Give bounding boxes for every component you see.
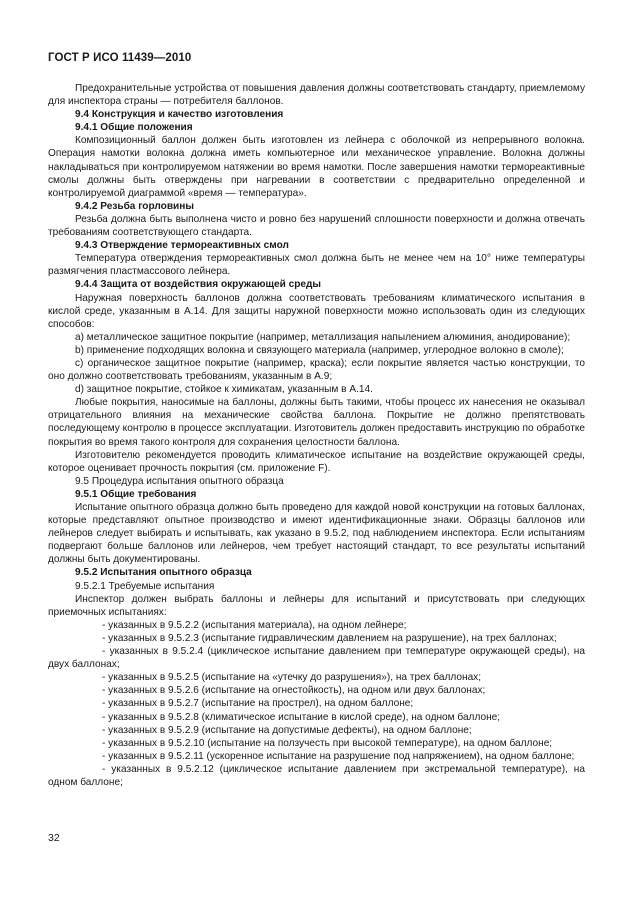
list-item: - указанных в 9.5.2.3 (испытание гидравлическим давлением на разрушение), на трех баллонах; xyxy=(102,632,557,644)
document-body xyxy=(48,82,585,789)
paragraph: Температура отверждения термореактивных смол должна быть не менее чем на 10° ниже температуры размягчения пластмассового лейнера. xyxy=(48,253,585,278)
section-heading: 9.4 Конструкция и качество изготовления xyxy=(75,109,284,121)
paragraph: Изготовителю рекомендуется проводить климатическое испытание на воздействие окружающей среды, которое оценивает прочность покрытия (см. приложение F). xyxy=(48,449,585,474)
list-item: - указанных в 9.5.2.8 (климатическое испытание в кислой среде), на одном баллоне; xyxy=(102,711,501,723)
list-item: - указанных в 9.5.2.10 (испытание на ползучесть при высокой температуре), на одном баллоне; xyxy=(102,737,553,749)
list-item: с) органическое защитное покрытие (например, краска); если покрытие является частью конструкции, то оно должно соответствовать требованиям, указанным в А.9; xyxy=(48,357,585,383)
section-heading: 9.4.1 Общие положения xyxy=(75,122,193,134)
list-item: - указанных в 9.5.2.7 (испытание на прострел), на одном баллоне; xyxy=(102,698,414,710)
paragraph: Инспектор должен выбрать баллоны и лейнеры для испытаний и присутствовать при следующих приемочных испытаниях: xyxy=(48,593,585,618)
paragraph: Предохранительные устройства от повышения давления должны соответствовать стандарту, приемлемому для инспектора страны — потребителя баллонов. xyxy=(48,83,585,108)
list-item: а) металлическое защитное покрытие (например, металлизация напылением алюминия, анодирование); xyxy=(75,331,571,343)
section-heading: 9.4.3 Отверждение термореактивных смол xyxy=(75,240,289,252)
section-heading: 9.5.2 Испытания опытного образца xyxy=(75,567,252,579)
list-item: b) применение подходящих волокна и связующего материала (например, углеродное волокно в смоле); xyxy=(75,344,564,356)
list-item: d) защитное покрытие, стойкое к химикатам, указанным в А.14. xyxy=(75,384,373,396)
list-item: - указанных в 9.5.2.11 (ускоренное испытание на разрушение под напряжением), на одном баллоне; xyxy=(102,750,575,762)
section-heading: 9.5.1 Общие требования xyxy=(75,488,197,500)
list-item: - указанных в 9.5.2.4 (циклическое испытание давлением при температуре окружающей среды), на двух баллонах; xyxy=(48,646,585,671)
paragraph: Любые покрытия, наносимые на баллоны, должны быть такими, чтобы процесс их нанесения не оказывал отрицательного влияния на механические свойства баллона. Покрытие не должно препятствовать последующему контролю в процессе эксплуатации. Изготовитель должен предоставить инструкцию по обработке покрытия во время такого контроля для сохранения целостности баллона. xyxy=(48,397,585,448)
document-header: ГОСТ Р ИСО 11439—2010 xyxy=(48,52,192,64)
list-item: - указанных в 9.5.2.6 (испытание на огнестойкость), на одном или двух баллонах; xyxy=(102,685,486,697)
section-heading: 9.5.2.1 Требуемые испытания xyxy=(75,580,215,592)
list-item: - указанных в 9.5.2.9 (испытание на допустимые дефекты), на одном баллоне; xyxy=(102,724,472,736)
list-item: - указанных в 9.5.2.2 (испытания материала), на одном лейнере; xyxy=(102,619,407,631)
section-heading: 9.5 Процедура испытания опытного образца xyxy=(75,475,284,487)
paragraph: Испытание опытного образца должно быть проведено для каждой новой конструкции на готовых баллонах, которые представляют опытное производство и имеют идентификационные знаки. Образцы баллонов или лейнеров следует выбирать и испытывать, как указано в 9.5.2, под наблюдением инспектора. Если испытаниям подвергают больше баллонов или лейнеров, чем требует настоящий стандарт, то все результаты испытаний должны быть документированы. xyxy=(48,502,585,566)
paragraph: Наружная поверхность баллонов должна соответствовать требованиям климатического испытания в кислой среде, указанным в А.14. Для защиты наружной поверхности можно использовать один из следующих способов: xyxy=(48,292,585,330)
paragraph: Композиционный баллон должен быть изготовлен из лейнера с оболочкой из непрерывного волокна. Операция намотки волокна должна иметь компьютерное или механическое управление. Волокна должны накладываться при контролируемом натяжении во время намотки. После завершения намотки термореактивные смолы должны быть отверждены при нагревании в соответствии с предварительно определенной и контролируемой диаграммой «время — температура». xyxy=(48,135,585,199)
list-item: - указанных в 9.5.2.5 (испытание на «утечку до разрушения»), на трех баллонах; xyxy=(102,672,482,684)
list-item: - указанных в 9.5.2.12 (циклическое испытание давлением при экстремальной температуре), на одном баллоне; xyxy=(48,763,585,788)
paragraph: Резьба должна быть выполнена чисто и ровно без нарушений сплошности поверхности и должна отвечать требованиям соответствующего стандарта. xyxy=(48,213,585,239)
section-heading: 9.4.2 Резьба горловины xyxy=(75,200,194,212)
section-heading: 9.4.4 Защита от воздействия окружающей среды xyxy=(75,279,322,291)
page-number: 32 xyxy=(48,832,60,844)
